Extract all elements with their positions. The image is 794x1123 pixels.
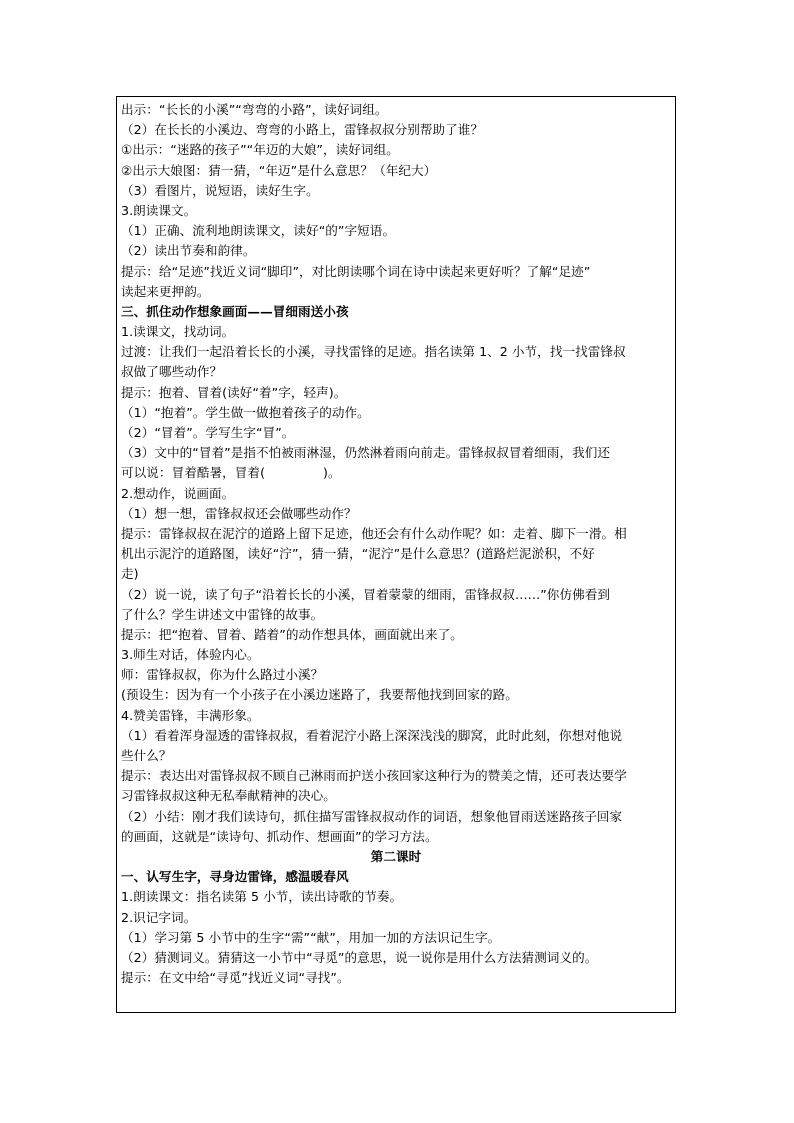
text-line: 2.想动作，说画面。 bbox=[121, 485, 235, 501]
text-line: （1）正确、流利地朗读课文，读好“的”字短语。 bbox=[121, 223, 396, 239]
text-line: 机出示泥泞的道路图，读好“泞”，猜一猜，“泥泞”是什么意思？(道路烂泥淤积，不好 bbox=[121, 546, 595, 562]
text-line: 出示：“长长的小溪”“弯弯的小路”，读好词组。 bbox=[121, 102, 388, 117]
lesson-title: 第二课时 bbox=[370, 848, 422, 864]
text-line: 提示：表达出对雷锋叔叔不顾自己淋雨而护送小孩回家这种行为的赞美之情，还可表达要学 bbox=[121, 768, 627, 784]
text-line: 提示：抱着、冒着(读好“着”字，轻声)。 bbox=[121, 384, 347, 400]
text-line: 提示：把“抱着、冒着、踏着”的动作想具体，画面就出来了。 bbox=[121, 626, 463, 642]
text-line: 师：雷锋叔叔，你为什么路过小溪？ bbox=[121, 667, 324, 683]
text-line: 提示：在文中给“寻觅”找近义词“寻找”。 bbox=[121, 970, 350, 986]
text-line: 4.赞美雷锋，丰满形象。 bbox=[121, 707, 260, 723]
text-line: （2）说一说，读了句子“沿着长长的小溪，冒着蒙蒙的细雨，雷锋叔叔……”你仿佛看到 bbox=[121, 586, 611, 602]
text-line: 2.识记字词。 bbox=[121, 909, 197, 925]
text-line: （2）猜测词义。猜猜这一小节中“寻觅”的意思，说一说你是用什么方法猜测词义的。 bbox=[121, 949, 598, 965]
section-heading: 三、抓住动作想象画面——冒细雨送小孩 bbox=[121, 303, 349, 319]
text-segment: 可以说：冒着酷暑，冒着( bbox=[121, 465, 266, 481]
text-line: 叔做了哪些动作？ bbox=[121, 364, 223, 380]
text-line: （1）想一想，雷锋叔叔还会做哪些动作？ bbox=[121, 505, 357, 521]
text-line: ①出示：“迷路的孩子”“年迈的大娘”，读好词组。 bbox=[121, 142, 399, 158]
text-line: （2）读出节奏和韵律。 bbox=[121, 243, 256, 259]
text-segment: )。 bbox=[323, 465, 341, 481]
text-line: 3.朗读课文。 bbox=[121, 202, 197, 218]
text-line: （2）小结：刚才我们读诗句，抓住描写雷锋叔叔动作的词语，想象他冒雨送迷路孩子回家 bbox=[121, 808, 623, 824]
text-line: （3）看图片，说短语，读好生字。 bbox=[121, 182, 319, 198]
text-line: 读起来更押韵。 bbox=[121, 283, 210, 299]
text-line: 了什么？学生讲述文中雷锋的故事。 bbox=[121, 606, 324, 622]
text-line: 些什么？ bbox=[121, 748, 172, 763]
text-line: 走) bbox=[121, 566, 139, 582]
text-line: （1）学习第 5 小节中的生字“需”“献”，用加一加的方法识记生字。 bbox=[121, 929, 501, 945]
text-line-with-blank bbox=[121, 463, 671, 483]
text-line: （1）看着浑身湿透的雷锋叔叔，看着泥泞小路上深深浅浅的脚窝，此时此刻，你想对他说 bbox=[121, 727, 623, 743]
text-line: （2）“冒着”。学写生字“冒”。 bbox=[121, 425, 295, 440]
text-line: 1.读课文，找动词。 bbox=[121, 324, 235, 340]
text-line: 提示：雷锋叔叔在泥泞的道路上留下足迹，他还会有什么动作呢？如：走着、脚下一滑。相 bbox=[121, 525, 627, 541]
text-line: 1.朗读课文：指名读第 5 小节，读出诗歌的节奏。 bbox=[121, 889, 403, 905]
text-line: 的画面，这就是“读诗句、抓动作、想画面”的学习方法。 bbox=[121, 828, 438, 844]
text-line: （1）“抱着”。学生做一做抱着孩子的动作。 bbox=[121, 404, 370, 420]
text-line: （2）在长长的小溪边、弯弯的小路上，雷锋叔叔分别帮助了谁？ bbox=[121, 122, 484, 138]
text-line: 提示：给“足迹”找近义词“脚印”，对比朗读哪个词在诗中读起来更好听？了解“足迹” bbox=[121, 263, 591, 279]
text-line: （3）文中的“冒着”是指不怕被雨淋湿，仍然淋着雨向前走。雷锋叔叔冒着细雨，我们还 bbox=[121, 445, 611, 461]
text-line: ②出示大娘图：猜一猜，“年迈”是什么意思？（年纪大） bbox=[121, 162, 437, 178]
text-line: 过渡：让我们一起沿着长长的小溪，寻找雷锋的足迹。指名读第 1、2 小节，找一找雷锋叔 bbox=[121, 344, 626, 360]
text-line: (预设生：因为有一个小孩子在小溪边迷路了，我要帮他找到回家的路。 bbox=[121, 687, 518, 703]
text-line: 习雷锋叔叔这种无私奉献精神的决心。 bbox=[121, 788, 336, 804]
lesson-plan-table-cell bbox=[116, 96, 676, 1013]
section-heading: 一、认写生字，寻身边雷锋，感温暖春风 bbox=[121, 869, 349, 885]
text-line: 3.师生对话，体验内心。 bbox=[121, 647, 260, 663]
